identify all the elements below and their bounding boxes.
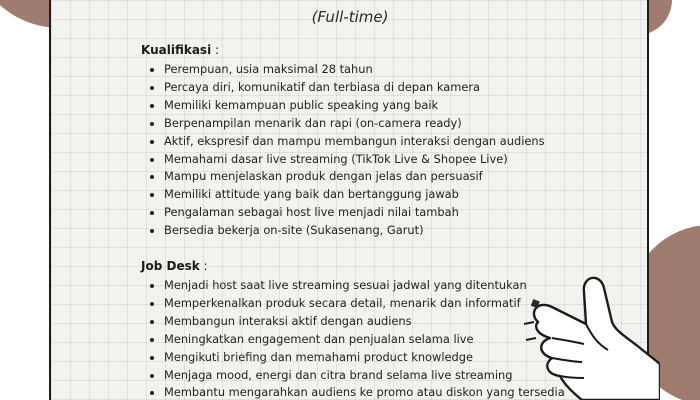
job-desk-list [148,277,565,400]
qualifications-heading [141,43,219,57]
thumbs-up-hand-icon [520,252,660,400]
qualifications-item: Perempuan, usia maksimal 28 tahun [148,61,545,79]
job-desk-item: Membangun interaksi aktif dengan audiens [148,313,565,331]
job-desk-item: Meningkatkan engagement dan penjualan selama live [148,331,565,349]
qualifications-item: Bersedia bekerja on-site (Sukasenang, Garut) [148,222,545,240]
qualifications-title: Kualifikasi [141,43,212,57]
qualifications-item: Memahami dasar live streaming (TikTok Live & Shopee Live) [148,151,545,169]
qualifications-item: Pengalaman sebagai host live menjadi nilai tambah [148,204,545,222]
job-desk-item: Membantu mengarahkan audiens ke promo atau diskon yang tersedia [148,384,565,400]
job-desk-item: Menjadi host saat live streaming sesuai jadwal yang ditentukan [148,277,565,295]
qualifications-item: Memiliki attitude yang baik dan bertanggung jawab [148,186,545,204]
qualifications-item: Memiliki kemampuan public speaking yang baik [148,97,545,115]
qualifications-item: Percaya diri, komunikatif dan terbiasa di depan kamera [148,79,545,97]
job-desk-title: Job Desk [141,259,200,273]
employment-type: (Full-time) [311,8,389,26]
qualifications-colon: : [211,43,220,57]
qualifications-item: Mampu menjelaskan produk dengan jelas dan persuasif [148,168,545,186]
job-desk-heading [141,259,208,273]
job-desk-item: Menjaga mood, energi dan citra brand selama live streaming [148,367,565,385]
qualifications-list [148,61,545,240]
job-desk-item: Mengikuti briefing dan memahami product knowledge [148,349,565,367]
qualifications-item: Aktif, ekspresif dan mampu membangun interaksi dengan audiens [148,133,545,151]
qualifications-item: Berpenampilan menarik dan rapi (on-camera ready) [148,115,545,133]
job-desk-item: Memperkenalkan produk secara detail, menarik dan informatif [148,295,565,313]
job-desk-colon: : [199,259,208,273]
